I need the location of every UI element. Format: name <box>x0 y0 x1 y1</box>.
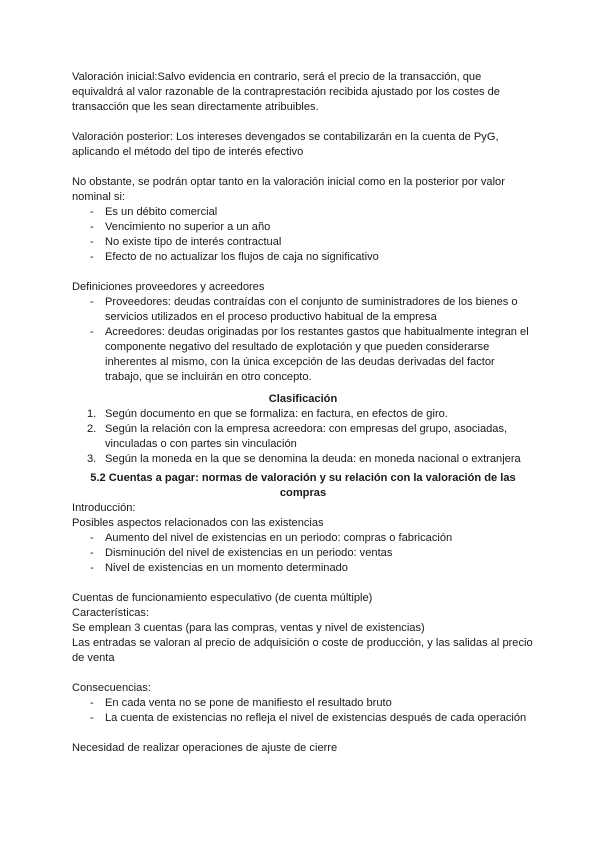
valor-nominal-paragraph: No obstante, se podrán optar tanto en la valoración inicial como en la posterior por valor nominal si: <box>72 176 505 203</box>
aspectos-list <box>72 531 534 576</box>
ajuste-cierre-paragraph: Necesidad de realizar operaciones de ajuste de cierre <box>72 742 338 754</box>
clasificacion-list <box>72 407 534 467</box>
valor-nominal-list <box>72 205 534 265</box>
list-item <box>72 422 534 452</box>
list-item: - No existe tipo de interés contractual <box>72 235 534 250</box>
list-item: - Es un débito comercial <box>72 205 534 220</box>
section-heading: 5.2 Cuentas a pagar: normas de valoración y su relación con la valoración de las compras <box>90 472 516 499</box>
list-item: - Efecto de no actualizar los flujos de caja no significativo <box>72 250 534 265</box>
consecuencias-list <box>72 696 534 726</box>
definiciones-list <box>72 295 534 385</box>
list-item: - Proveedores: deudas contraídas con el conjunto de suministradores de los bienes o servicios utilizados en el proceso productivo habitual de la empresa <box>72 295 534 325</box>
list-item: - La cuenta de existencias no refleja el nivel de existencias después de cada operación <box>72 711 534 726</box>
document-body <box>72 70 534 756</box>
clasificacion-heading: Clasificación <box>268 393 338 405</box>
tres-cuentas-paragraph: Se emplean 3 cuentas (para las compras, ventas y nivel de existencias) <box>72 622 425 634</box>
list-number: 2. <box>87 423 97 435</box>
aspectos-paragraph: Posibles aspectos relacionados con las existencias <box>72 517 324 529</box>
introduccion-label: Introducción: <box>72 502 136 514</box>
list-item: - Disminución del nivel de existencias en un periodo: ventas <box>72 546 534 561</box>
entradas-salidas-paragraph: Las entradas se valoran al precio de adquisición o coste de producción, y las salidas al precio de venta <box>72 637 533 664</box>
list-item: - Aumento del nivel de existencias en un periodo: compras o fabricación <box>72 531 534 546</box>
definiciones-paragraph: Definiciones proveedores y acreedores <box>72 281 265 293</box>
list-item: - Acreedores: deudas originadas por los restantes gastos que habitualmente integran el componente negativo del resultado de explotación y que pueden considerarse inherentes al mismo, con la única excepción de las deudas derivadas del factor trabajo, que se incluirán en otro concepto. <box>72 325 534 385</box>
list-item-text: Según la relación con la empresa acreedora: con empresas del grupo, asociadas, vinculadas o con partes sin vinculación <box>105 423 508 450</box>
valoracion-posterior-paragraph: Valoración posterior: Los intereses devengados se contabilizarán en la cuenta de PyG, aplicando el método del tipo de interés efectivo <box>72 131 499 158</box>
list-item: - Vencimiento no superior a un año <box>72 220 534 235</box>
list-number: 1. <box>87 408 97 420</box>
consecuencias-label: Consecuencias: <box>72 682 151 694</box>
list-item <box>72 452 534 467</box>
list-item: - En cada venta no se pone de manifiesto el resultado bruto <box>72 696 534 711</box>
list-item-text: Según la moneda en la que se denomina la deuda: en moneda nacional o extranjera <box>105 453 521 465</box>
list-item-text: Según documento en que se formaliza: en factura, en efectos de giro. <box>105 408 448 420</box>
list-item <box>72 407 534 422</box>
caracteristicas-label: Características: <box>72 607 150 619</box>
valoracion-inicial-paragraph: Valoración inicial:Salvo evidencia en contrario, será el precio de la transacción, que equivaldrá al valor razonable de la contraprestación recibida ajustado por los costes de transacción que les sean directamente atribuibles. <box>72 71 500 113</box>
list-number: 3. <box>87 453 97 465</box>
cuentas-funcionamiento-paragraph: Cuentas de funcionamiento especulativo (de cuenta múltiple) <box>72 592 373 604</box>
list-item: - Nivel de existencias en un momento determinado <box>72 561 534 576</box>
